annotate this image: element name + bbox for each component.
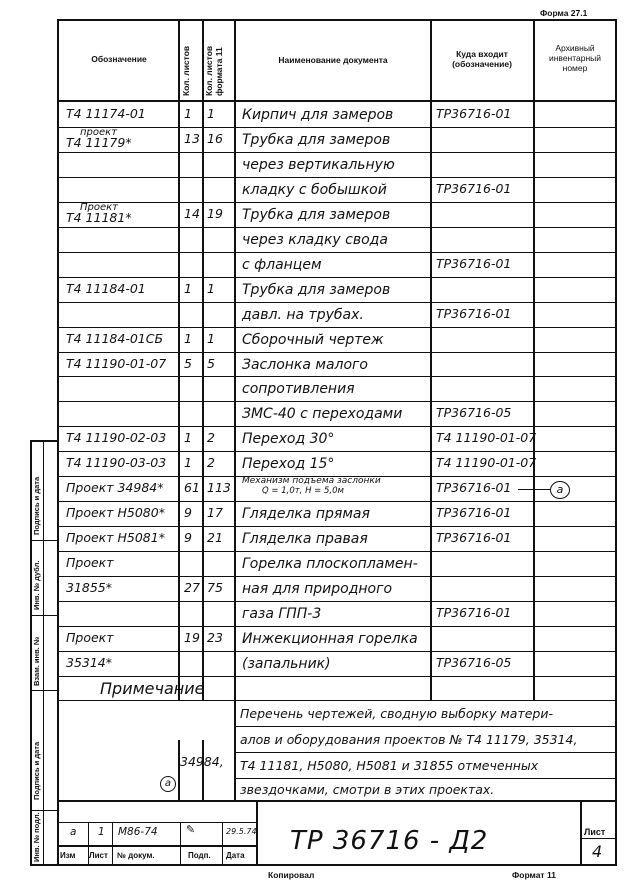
side-strip-bottom	[30, 864, 58, 866]
revision-circle-row: а	[550, 481, 570, 499]
row-doc-name: Трубка для замеров	[242, 206, 391, 223]
row-designation: Проект	[66, 629, 114, 645]
note-line-4: звездочками, смотри в этих проектах.	[240, 782, 495, 797]
row-sheets: 61	[184, 480, 200, 496]
rev-date: 29.5.74	[226, 827, 257, 836]
row-sheets: 14	[184, 205, 200, 221]
row-designation: Т4 11184-01СБ	[66, 330, 164, 346]
rev-doc: М86-74	[118, 826, 158, 838]
note-line-1: Перечень чертежей, сводную выборку матери-	[240, 706, 553, 721]
note-line-2: алов и оборудования проектов № Т4 11179, 35314,	[240, 732, 578, 747]
row-doc-name: Горелка плоскопламен-	[242, 556, 418, 573]
row-sheets: 1	[184, 455, 192, 471]
side-strip-mid	[43, 440, 44, 866]
row-where-used: ТР36716-01	[436, 530, 512, 546]
note-number: 34984,	[180, 754, 224, 769]
row-sheets: 9	[184, 530, 192, 546]
frame-left	[57, 19, 59, 866]
tb-hdr-doc: № докум.	[117, 851, 155, 860]
doc-code: ТР 36716 - Д2	[290, 826, 489, 856]
row-doc-name: Инжекционная горелка	[242, 630, 418, 647]
side-label-vzam: Взам. инв. №	[32, 636, 41, 686]
row-doc-name: сопротивления	[242, 381, 355, 398]
row-sheets-format: 23	[207, 629, 223, 645]
row-doc-name: газа ГПП-3	[242, 606, 322, 622]
row-designation: Т4 11174-01	[66, 106, 146, 121]
row-where-used: ТР36716-05	[436, 405, 512, 421]
row-designation: Т4 11190-03-03	[66, 455, 167, 471]
row-doc-name: ная для природного	[242, 581, 393, 598]
row-doc-name: Переход 15°	[242, 456, 335, 473]
row-where-used: ТР36716-05	[436, 654, 512, 670]
row-sheets-format: 19	[207, 205, 223, 221]
header-sheets-count: Кол. листов	[181, 45, 191, 96]
row-designation: Т4 11190-02-03	[66, 430, 167, 446]
frame-bottom	[57, 864, 617, 866]
tb-hdr-izm: Изм	[60, 851, 76, 860]
tb-hdr-date: Дата	[226, 851, 245, 860]
footer-format: Формат 11	[512, 870, 556, 880]
row-where-used: ТР36716-01	[436, 480, 512, 496]
row-doc-name: с фланцем	[242, 256, 322, 273]
footer-copied: Копировал	[268, 870, 315, 880]
row-designation: Проект 34984*	[66, 480, 164, 496]
row-where-used: Т4 11190-01-07	[436, 430, 537, 446]
row-designation: Т4 11179*	[66, 134, 132, 150]
side-strip-top	[30, 440, 58, 442]
row-sheets-format: 5	[207, 355, 215, 371]
frame-right	[615, 19, 617, 866]
row-designation-prefix: проект	[80, 126, 118, 138]
side-label-sign1: Подпись и дата	[32, 741, 41, 800]
revision-circle-note: а	[160, 776, 176, 792]
row-designation-prefix: Проект	[80, 201, 119, 213]
row-doc-name: ЗМС-40 с переходами	[242, 406, 403, 423]
row-sheets-format: 113	[207, 480, 231, 496]
row-sheets-format: 1	[207, 330, 215, 346]
row-doc-name: давл. на трубах.	[242, 306, 364, 323]
row-doc-name: Заслонка малого	[242, 356, 368, 373]
row-doc-name: кладку с бобышкой	[242, 181, 387, 198]
row-doc-name: Механизм подъема заслонки	[242, 476, 381, 487]
col-line-1	[178, 20, 180, 700]
col-line-4	[430, 20, 432, 700]
row-sheets: 13	[184, 130, 200, 146]
row-sheets-format: 2	[207, 430, 215, 446]
row-sheets: 1	[184, 280, 192, 296]
row-doc-name: через вертикальную	[242, 156, 395, 173]
row-designation: Т4 11181*	[66, 209, 132, 225]
row-sheets: 5	[184, 355, 192, 371]
note-line-3: Т4 11181, Н5080, Н5081 и 31855 отмеченных	[240, 758, 539, 773]
row-sheets-format: 1	[207, 106, 215, 121]
row-designation: Проект Н5080*	[66, 505, 165, 521]
rev-sheet: 1	[98, 826, 105, 838]
row-doc-name: через кладку свода	[242, 231, 388, 248]
header-archive: Архивный инвентарный номер	[548, 43, 602, 73]
row-doc-name: Кирпич для замеров	[242, 107, 394, 123]
row-doc-name: Переход 30°	[242, 431, 335, 448]
row-doc-name: Гляделка прямая	[242, 506, 370, 523]
row-doc-name: Гляделка правая	[242, 531, 368, 548]
row-sheets: 9	[184, 505, 192, 521]
row-sheets: 27	[184, 580, 200, 596]
row-sheets: 19	[184, 629, 200, 645]
rev-letter: а	[70, 826, 77, 838]
row-sheets-format: 2	[207, 455, 215, 471]
row-designation: Проект	[66, 555, 114, 571]
row-doc-name: Трубка для замеров	[242, 281, 391, 298]
side-label-dubl: Инв. № дубл.	[32, 560, 41, 610]
col-line-3	[234, 20, 236, 800]
row-doc-name: Трубка для замеров	[242, 131, 391, 148]
row-sheets: 1	[184, 430, 192, 446]
row-sheets: 1	[184, 330, 192, 346]
row-sheets-format: 75	[207, 580, 223, 596]
note-title: Примечание	[100, 679, 205, 698]
tb-hdr-sign: Подп.	[188, 851, 211, 860]
side-label-inv: Инв. № подл.	[32, 812, 41, 862]
row-where-used: ТР36716-01	[436, 305, 512, 321]
row-where-used: ТР36716-01	[436, 605, 512, 620]
row-sheets-format: 21	[207, 530, 223, 546]
form-label: Форма 27.1	[540, 8, 588, 18]
col-line-5	[533, 20, 535, 700]
row-sheets-format: 16	[207, 130, 223, 146]
row-where-used: Т4 11190-01-07	[436, 455, 537, 471]
row-where-used: ТР36716-01	[436, 106, 512, 121]
sheet-label: Лист	[584, 827, 606, 837]
row-doc-name: Сборочный чертеж	[242, 331, 384, 348]
row-designation: Проект Н5081*	[66, 530, 165, 546]
row-sheets: 1	[184, 106, 192, 121]
row-where-used: ТР36716-01	[436, 180, 512, 196]
row-sheets-format: 1	[207, 280, 215, 296]
header-where-used: Куда входит (обозначение)	[452, 49, 512, 69]
rev-signature: ✎	[186, 823, 196, 836]
col-line-2	[202, 20, 204, 700]
header-sheets-format: Кол. листов формата 11	[204, 45, 224, 96]
row-designation: 31855*	[66, 580, 113, 596]
header-designation: Обозначение	[91, 54, 147, 64]
tb-hdr-list: Лист	[89, 851, 108, 860]
row-doc-name: (запальник)	[242, 655, 331, 672]
row-designation: Т4 11184-01	[66, 280, 146, 296]
header-bottom	[57, 100, 617, 102]
row-where-used: ТР36716-01	[436, 505, 512, 521]
sheet-number: 4	[592, 842, 603, 861]
header-doc-name: Наименование документа	[278, 55, 388, 65]
side-label-sign2: Подпись и дата	[32, 476, 41, 535]
row-doc-name-sub: Q = 1,0т, H = 5,0м	[262, 486, 344, 497]
row-where-used: ТР36716-01	[436, 255, 512, 271]
row-designation: 35314*	[66, 654, 113, 670]
row-sheets-format: 17	[207, 505, 223, 521]
row-designation: Т4 11190-01-07	[66, 355, 167, 371]
